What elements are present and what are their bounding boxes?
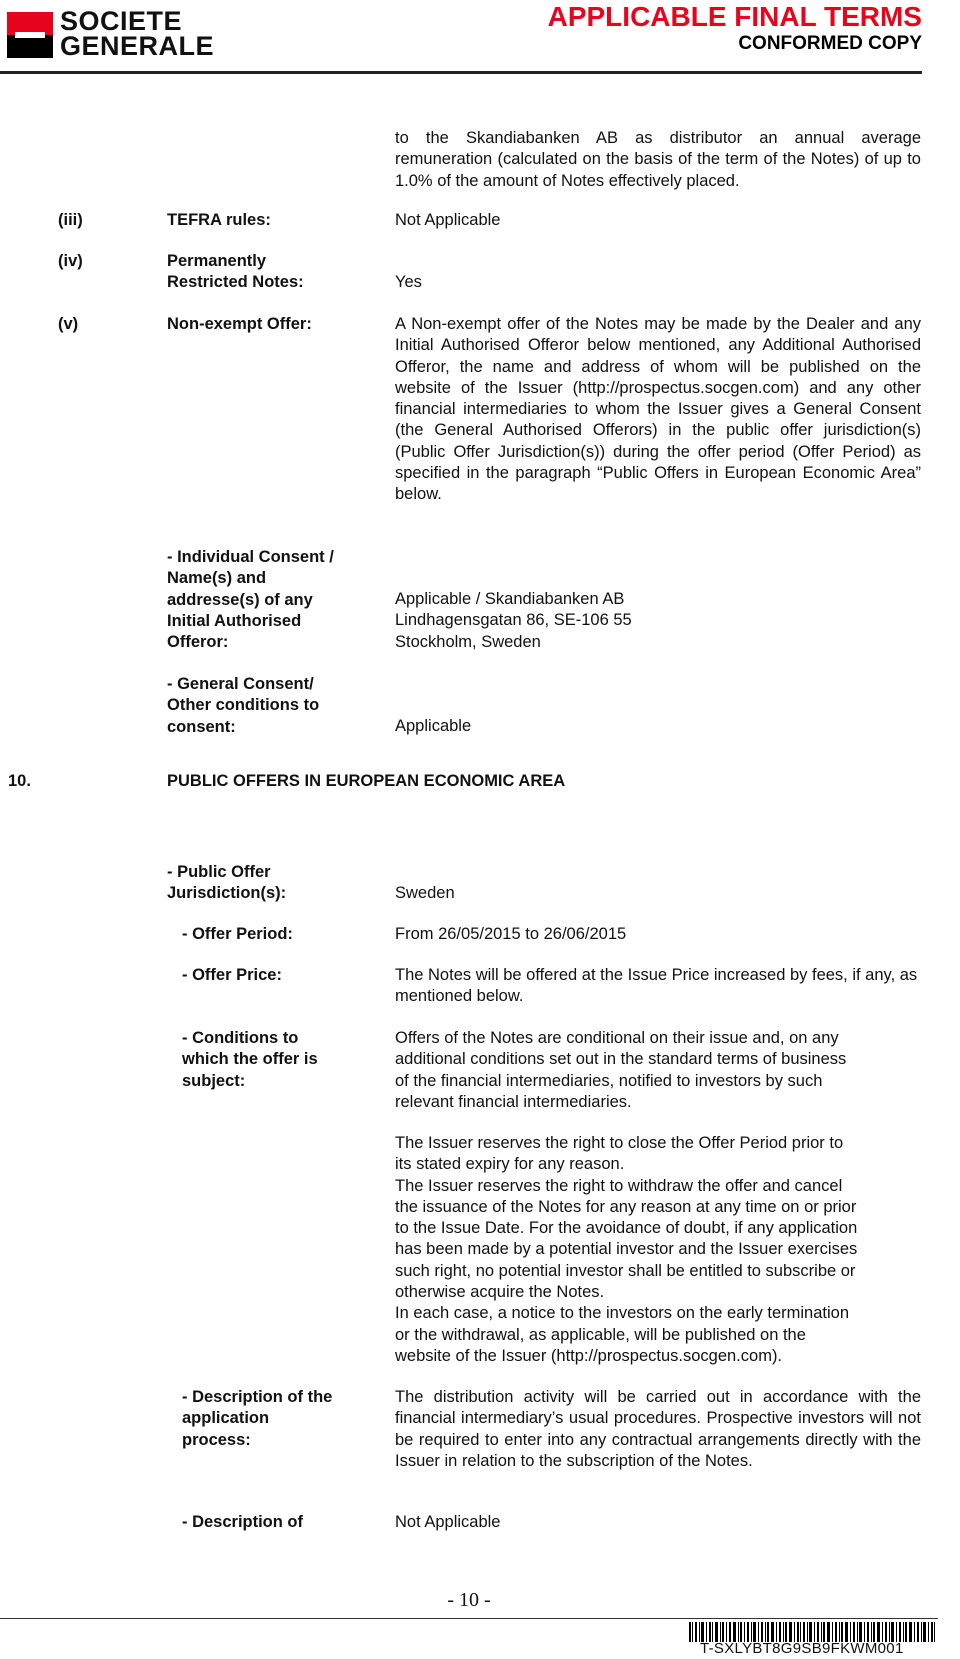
application-process-label: - Description of the application process:	[182, 1388, 333, 1449]
item-number-iv: (iv)	[58, 252, 83, 270]
general-consent-value: Applicable	[395, 717, 472, 735]
header-divider	[0, 71, 922, 74]
intro-continuation: to the Skandiabanken AB as distributor an annual average remuneration (calculated on the basis of the term of the Notes) of up to 1.0% of the amount of Notes effectively placed.	[395, 129, 921, 190]
barcode-icon	[689, 1622, 935, 1642]
non-exempt-offer-label: Non-exempt Offer:	[167, 315, 312, 333]
conditions-value-paragraph-2: The Issuer reserves the right to close the Offer Period prior to its stated expiry for any reason. The Issuer reserves the right to withdraw the offer and cancel the issuance of the Notes for any reason at any time on or prior to the Issue Date. For the avoidance of doubt, if any application has been made by a potential investor and the Issuer exercises such right, no potential investor shall be entitled to subscribe or otherwise acquire the Notes. In each case, a notice to the investors on the early termination or the withdrawal, as applicable, will be published on the website of the Issuer (http://prospectus.socgen.com).	[395, 1134, 858, 1365]
offer-period-value: From 26/05/2015 to 26/06/2015	[395, 925, 627, 943]
offer-period-label: - Offer Period:	[182, 925, 293, 943]
offer-price-label: - Offer Price:	[182, 966, 282, 984]
item-number-iii: (iii)	[58, 211, 83, 229]
application-process-value: The distribution activity will be carried out in accordance with the financial intermediary’s usual procedures. Prospective investors will not be required to enter into any contractual arrangements directly with the Issuer in relation to the subscription of the Notes.	[395, 1388, 921, 1470]
document-reference: T-SXLYBT8G9SB9FKWM001	[700, 1640, 904, 1657]
item-number-v: (v)	[58, 315, 79, 333]
description-of-label: - Description of	[182, 1513, 304, 1531]
conditions-label: - Conditions to which the offer is subject:	[182, 1029, 318, 1090]
conditions-value-paragraph-1: Offers of the Notes are conditional on their issue and, on any additional conditions set out in the standard terms of business of the financial intermediaries, notified to investors by such relevant financial intermediaries.	[395, 1029, 847, 1111]
jurisdiction-label: - Public Offer Jurisdiction(s):	[167, 863, 287, 903]
document-title: APPLICABLE FINAL TERMS	[547, 1, 922, 32]
tefra-value: Not Applicable	[395, 211, 501, 229]
restricted-notes-value: Yes	[395, 273, 422, 291]
restricted-notes-label: Permanently Restricted Notes:	[167, 252, 304, 292]
individual-consent-value: Applicable / Skandiabanken AB Lindhagensgatan 86, SE-106 55 Stockholm, Sweden	[395, 590, 632, 651]
section-10-title: PUBLIC OFFERS IN EUROPEAN ECONOMIC AREA	[167, 772, 566, 790]
tefra-label: TEFRA rules:	[167, 211, 271, 229]
logo-mark-icon	[7, 12, 53, 58]
general-consent-label: - General Consent/ Other conditions to consent:	[167, 675, 320, 736]
jurisdiction-value: Sweden	[395, 884, 455, 902]
offer-price-value: The Notes will be offered at the Issue Price increased by fees, if any, as mentioned below.	[395, 966, 918, 1006]
section-10-number: 10.	[8, 772, 31, 790]
individual-consent-label: - Individual Consent / Name(s) and addresse(s) of any Initial Authorised Offeror:	[167, 548, 334, 652]
page-number: - 10 -	[447, 1589, 491, 1611]
footer-divider	[0, 1618, 938, 1619]
document-subtitle: CONFORMED COPY	[738, 33, 922, 54]
logo-wordmark: SOCIETE GENERALE	[60, 6, 215, 61]
description-of-value: Not Applicable	[395, 1513, 501, 1531]
non-exempt-offer-value: A Non-exempt offer of the Notes may be made by the Dealer and any Initial Authorised Offeror below mentioned, any Additional Authorised Offeror, the name and address of whom will be published on the website of the Issuer (http://prospectus.socgen.com) and any other financial intermediaries to whom the Issuer gives a General Consent (the General Authorised Offerors) in the public offer jurisdiction(s) (Public Offer Jurisdiction(s)) during the offer period (Offer Period) as specified in the paragraph “Public Offers in European Economic Area” below.	[395, 315, 921, 504]
